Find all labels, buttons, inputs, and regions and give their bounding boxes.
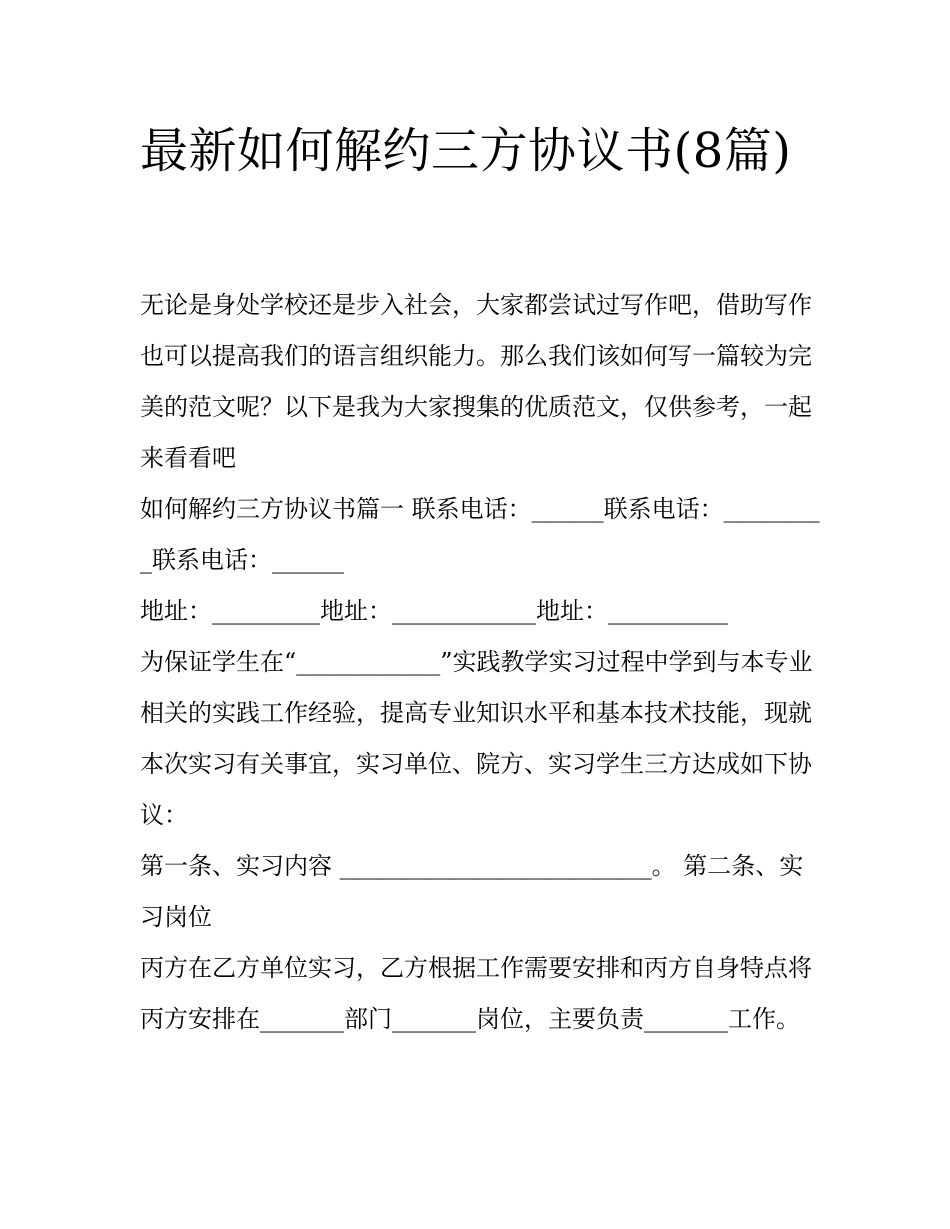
intro-paragraph: 无论是身处学校还是步入社会，大家都尝试过写作吧，借助写作也可以提高我们的语言组织能力。那么我们该如何写一篇较为完美的范文呢？以下是我为大家搜集的优质范文，仅供参考，一起来看看吧	[140, 291, 812, 472]
document-title: 最新如何解约三方协议书(8篇)	[140, 123, 792, 179]
contact-phone-line: 如何解约三方协议书篇一 联系电话：______联系电话：_________联系电话：______	[140, 495, 820, 574]
placement-paragraph: 丙方在乙方单位实习，乙方根据工作需要安排和丙方自身特点将丙方安排在_______部门_______岗位，主要负责_______工作。	[140, 954, 812, 1033]
purpose-paragraph: 为保证学生在“____________”实践教学实习过程中学到与本专业相关的实践工作经验，提高专业知识水平和基本技术技能，现就本次实习有关事宜，实习单位、院方、实习学生三方达成如下协议：	[140, 648, 813, 829]
address-line: 地址：_________地址：____________地址：__________	[140, 597, 728, 625]
article-one-paragraph: 第一条、实习内容 __________________________。 第二条、实习岗位	[140, 852, 804, 931]
document-body	[140, 280, 820, 1045]
